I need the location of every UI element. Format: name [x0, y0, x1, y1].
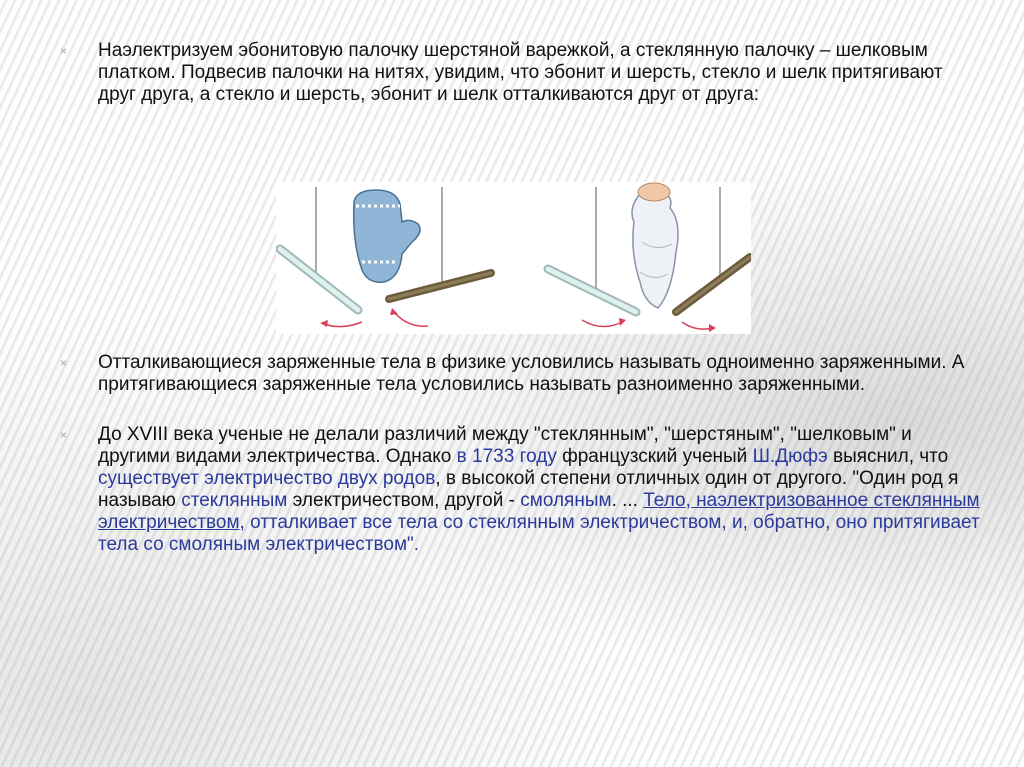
glass-rod-right-shine	[548, 269, 636, 312]
bullet-1-text: Наэлектризуем эбонитовую палочку шерстяной варежкой, а стеклянную палочку – шелковым платком. Подвесив палочки на нитях, увидим, что эбонит и шерсть, стекло и шелк притягивают друг друга, а стекло и шерсть, эбонит и шелк отталкиваются друг от друга:	[98, 40, 943, 105]
bullet-2	[62, 352, 982, 396]
bullet-3-part-1: До XVIII века ученые не делали различий между "стеклянным", "шерстяным", "шелковым" и другими видами электричества. Однако	[98, 424, 912, 467]
silk-handkerchief-icon	[632, 188, 678, 308]
bullet-mark-icon: ×	[60, 356, 68, 370]
bullet-3	[62, 424, 982, 556]
hand-icon	[638, 183, 670, 201]
charged-rods-illustration	[276, 182, 751, 334]
bullet-3-part-3: французский ученый	[556, 446, 753, 467]
repel-arrow-right-icon	[582, 320, 622, 327]
bullet-mark-icon: ×	[60, 428, 68, 442]
two-kinds-link[interactable]: существует электричество двух родов	[98, 468, 436, 489]
ebonite-rod-left-shine	[389, 273, 491, 299]
repel-arrow-right-head	[619, 318, 626, 326]
attract-arrow-icon	[394, 312, 428, 326]
bullet-mark-icon: ×	[60, 44, 68, 58]
repel-arrow-head	[320, 320, 328, 327]
charged-rods-figure	[276, 182, 751, 334]
glass-rod-left-shine	[280, 249, 358, 310]
attract-arrow-right-icon	[682, 322, 712, 329]
bullet-3-text	[98, 424, 982, 556]
bullet-2-text: Отталкивающиеся заряженные тела в физике условились называть одноименно заряженными. А притягивающиеся заряженные тела условились называть разноименно заряженными.	[98, 352, 965, 395]
quote-link[interactable]: Тело, наэлектризованное стеклянным электричеством,	[98, 490, 980, 533]
bullet-3-part-5: выяснил, что	[827, 446, 949, 467]
ebonite-rod-right-shine	[676, 257, 750, 312]
bullet-3-part-7: , в высокой степени отличных один от другого. "Один род я называю	[98, 468, 959, 511]
year-link[interactable]: в 1733 году	[456, 446, 557, 467]
dufay-link[interactable]: Ш.Дюфэ	[752, 446, 828, 467]
resin-electricity-link[interactable]: смоляным	[520, 490, 612, 511]
bullet-1	[62, 40, 982, 106]
glass-electricity-link[interactable]: стеклянным	[181, 490, 288, 511]
repel-arrow-icon	[324, 322, 362, 327]
bullet-3-part-9: электричеством, другой -	[287, 490, 521, 511]
mitten-icon	[354, 190, 420, 282]
attract-arrow-right-head	[709, 324, 716, 332]
attract-arrow-head	[390, 308, 398, 315]
bullet-3-part-11: . ...	[611, 490, 644, 511]
quote-continuation: отталкивает все тела со стеклянным электричеством, и, обратно, оно притягивает тела со смоляным электричеством".	[98, 512, 980, 555]
